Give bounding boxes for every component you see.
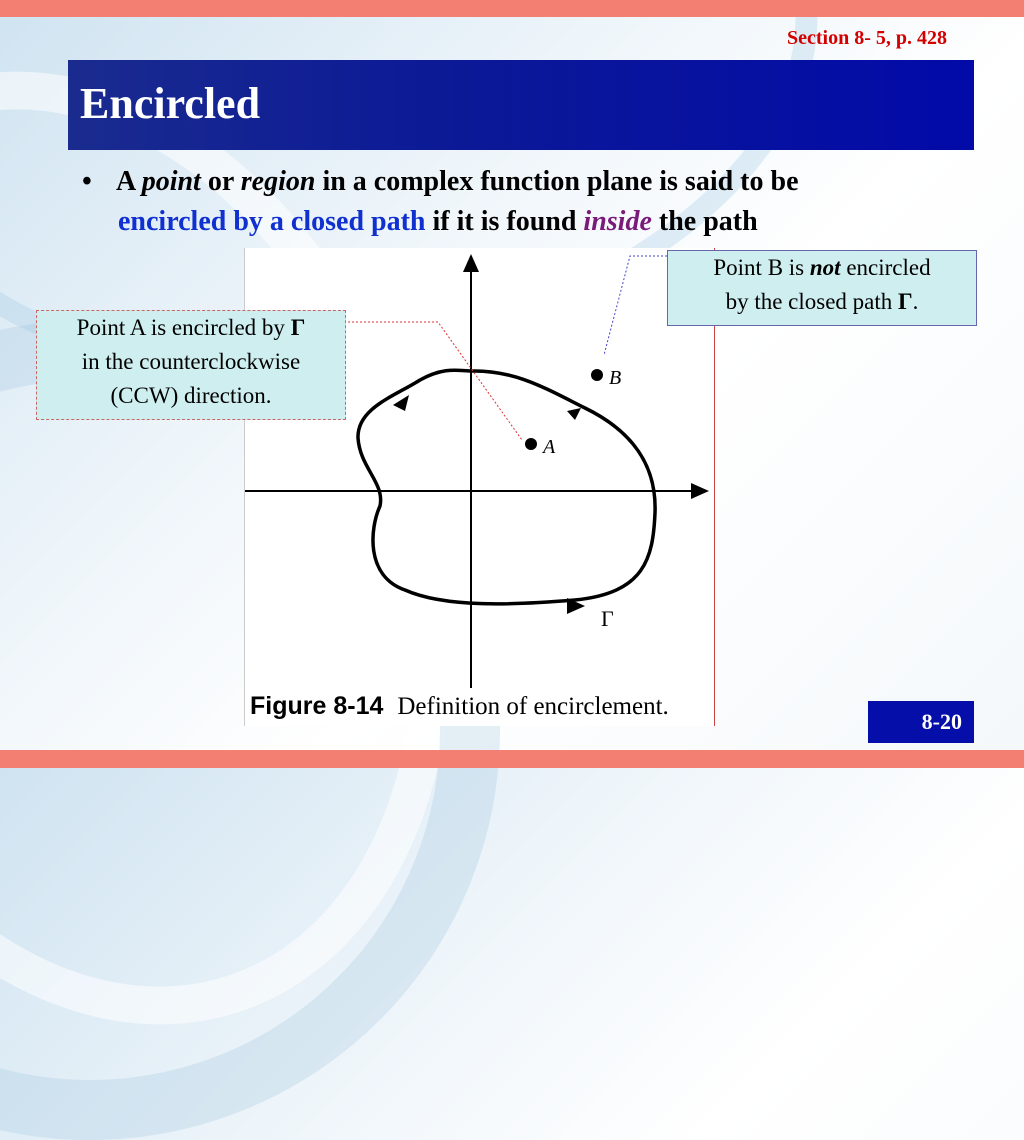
bullet-text: if it is found	[425, 206, 584, 237]
callout-b-text: Point B is	[713, 255, 810, 280]
bullet-text: in a complex function plane is said to be	[315, 166, 799, 197]
callout-a-text: Point A is encircled by	[76, 315, 291, 340]
point-a-dot	[525, 438, 537, 450]
bullet-marker: •	[82, 166, 92, 197]
callout-a-line-2: in the counterclockwise	[81, 349, 301, 374]
page-number: 8-20	[868, 701, 974, 743]
callout-b-text: encircled	[840, 255, 931, 280]
emphasis-encircled: encircled by a closed path	[118, 206, 426, 237]
real-axis-arrowhead	[691, 483, 709, 499]
figure-caption-text: Definition of encirclement.	[397, 693, 669, 720]
gamma-label: Γ	[601, 606, 614, 631]
callout-point-a	[36, 310, 346, 420]
emphasis-inside: inside	[583, 206, 652, 237]
emphasis-point: point	[141, 166, 201, 197]
callout-a-line-1	[37, 311, 345, 345]
figure-caption	[250, 692, 669, 721]
callout-b-line-1	[668, 251, 976, 285]
top-accent-bar	[0, 0, 1024, 17]
point-b-dot	[591, 369, 603, 381]
point-b-label: B	[609, 367, 622, 389]
callout-b-text: by the closed path	[725, 289, 899, 314]
bullet-text: the path	[651, 206, 758, 237]
imaginary-axis-arrowhead	[463, 254, 479, 272]
slide-title: Encircled	[80, 79, 261, 128]
callout-b-end: .	[912, 289, 919, 314]
emphasis-region: region	[240, 166, 316, 197]
callout-b-gamma: Γ	[898, 289, 913, 314]
ccw-arrowhead	[567, 408, 581, 420]
bottom-accent-bar	[0, 750, 1024, 768]
bullet-line-1	[82, 162, 982, 202]
figure-number: Figure 8-14	[250, 692, 384, 720]
callout-b-line-2	[668, 285, 976, 319]
bullet-text: A	[116, 166, 142, 197]
callout-a-gamma: Γ	[290, 315, 306, 340]
callout-a-line-3: (CCW) direction.	[110, 383, 272, 408]
callout-point-b	[667, 250, 977, 326]
ccw-arrowhead	[393, 395, 409, 411]
section-reference: Section 8- 5, p. 428	[787, 27, 947, 49]
title-bar	[68, 60, 974, 150]
point-a-label: A	[543, 436, 556, 458]
callout-b-emphasis: not	[809, 255, 841, 280]
bullet-text: or	[200, 166, 241, 197]
bullet-point	[82, 162, 982, 242]
bullet-line-2	[82, 202, 982, 242]
